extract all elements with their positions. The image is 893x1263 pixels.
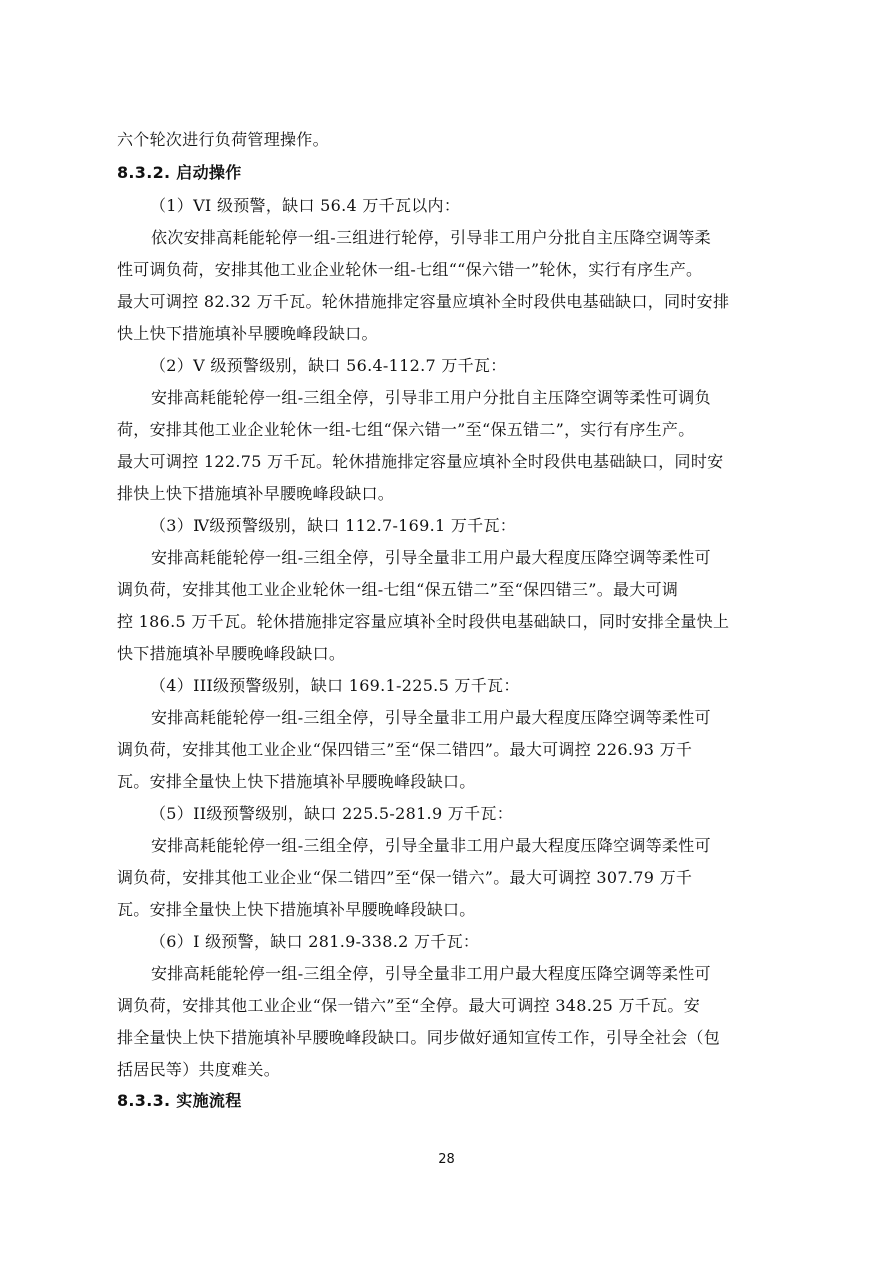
page-number: 28: [438, 1152, 455, 1167]
paragraph-line: 最大可调控 122.75 万千瓦。轮休措施排定容量应填补全时段供电基础缺口，同时安: [117, 452, 724, 471]
item-header: （4）III级预警级别，缺口 169.1-225.5 万千瓦：: [150, 676, 520, 695]
paragraph-line: 快上快下措施填补早腰晚峰段缺口。: [117, 324, 378, 343]
paragraph-line: 安排高耗能轮停一组-三组全停，引导全量非工用户最大程度压降空调等柔性可: [151, 836, 711, 855]
paragraph-line: 瓦。安排全量快上快下措施填补早腰晚峰段缺口。: [117, 772, 476, 791]
section-heading-8-3-2: 8.3.2. 启动操作: [117, 163, 242, 182]
paragraph-line: 性可调负荷，安排其他工业企业轮休一组-七组““保六错一”轮休，实行有序生产。: [117, 260, 703, 279]
paragraph-line: 调负荷，安排其他工业企业“保一错六”至“全停。最大可调控 348.25 万千瓦。安: [117, 996, 700, 1015]
item-header: （6）I 级预警，缺口 281.9-338.2 万千瓦：: [150, 932, 480, 951]
paragraph-line: 括居民等）共度难关。: [117, 1060, 281, 1079]
paragraph-line: 安排高耗能轮停一组-三组全停，引导全量非工用户最大程度压降空调等柔性可: [151, 708, 711, 727]
paragraph-line: 依次安排高耗能轮停一组-三组进行轮停，引导非工用户分批自主压降空调等柔: [151, 228, 711, 247]
paragraph-line: 控 186.5 万千瓦。轮休措施排定容量应填补全时段供电基础缺口，同时安排全量快上: [117, 612, 730, 631]
paragraph-line: 最大可调控 82.32 万千瓦。轮休措施排定容量应填补全时段供电基础缺口，同时安排: [117, 292, 730, 311]
intro-text: 六个轮次进行负荷管理操作。: [117, 130, 329, 149]
paragraph-line: 调负荷，安排其他工业企业“保四错三”至“保二错四”。最大可调控 226.93 万千: [117, 740, 693, 759]
paragraph-line: 排全量快上快下措施填补早腰晚峰段缺口。同步做好通知宣传工作，引导全社会（包: [117, 1028, 721, 1047]
paragraph-line: 排快上快下措施填补早腰晚峰段缺口。: [117, 484, 395, 503]
item-header: （1）VI 级预警，缺口 56.4 万千瓦以内：: [150, 196, 461, 215]
section-heading-8-3-3: 8.3.3. 实施流程: [117, 1091, 242, 1110]
paragraph-line: 调负荷，安排其他工业企业轮休一组-七组“保五错二”至“保四错三”。最大可调: [117, 580, 679, 599]
item-header: （2）V 级预警级别，缺口 56.4-112.7 万千瓦：: [150, 356, 507, 375]
paragraph-line: 荷，安排其他工业企业轮休一组-七组“保六错一”至“保五错二”，实行有序生产。: [117, 420, 695, 439]
paragraph-line: 安排高耗能轮停一组-三组全停，引导非工用户分批自主压降空调等柔性可调负: [151, 388, 711, 407]
paragraph-line: 安排高耗能轮停一组-三组全停，引导全量非工用户最大程度压降空调等柔性可: [151, 964, 711, 983]
item-header: （3）Ⅳ级预警级别，缺口 112.7-169.1 万千瓦：: [150, 516, 517, 535]
item-header: （5）II级预警级别，缺口 225.5-281.9 万千瓦：: [150, 804, 514, 823]
paragraph-line: 快下措施填补早腰晚峰段缺口。: [117, 644, 346, 663]
paragraph-line: 安排高耗能轮停一组-三组全停，引导全量非工用户最大程度压降空调等柔性可: [151, 548, 711, 567]
paragraph-line: 调负荷，安排其他工业企业“保二错四”至“保一错六”。最大可调控 307.79 万千: [117, 868, 693, 887]
paragraph-line: 瓦。安排全量快上快下措施填补早腰晚峰段缺口。: [117, 900, 476, 919]
